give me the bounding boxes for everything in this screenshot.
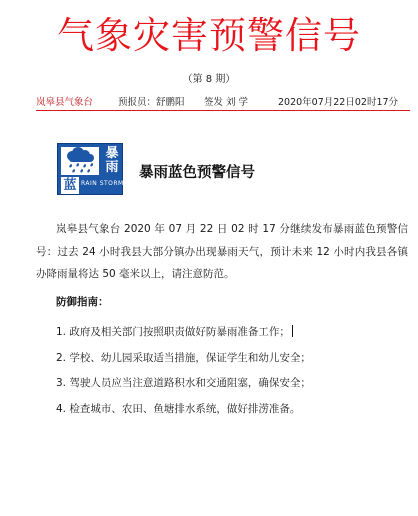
issuer: 签发 刘 学 xyxy=(204,97,249,108)
list-item xyxy=(56,350,396,376)
guide-item-text: 3. 驾驶人员应当注意道路积水和交通阻塞，确保安全； xyxy=(56,377,311,389)
list-item xyxy=(56,375,396,401)
badge-english-label: RAIN STORM xyxy=(81,180,124,187)
badge-char-bao: 暴 xyxy=(105,146,119,161)
issue-number: （第 8 期） xyxy=(182,74,236,85)
rainstorm-cloud-icon xyxy=(61,147,99,175)
list-item xyxy=(56,324,396,350)
rainstorm-blue-signal-badge xyxy=(57,143,123,195)
guide-item-text: 2. 学校、幼儿园采取适当措施，保证学生和幼儿安全； xyxy=(56,351,311,364)
defense-guide-list xyxy=(56,324,396,426)
defense-guide-heading: 防御指南： xyxy=(56,296,109,308)
issue-meta-line xyxy=(36,94,408,108)
document-title: 气象灾害预警信号 xyxy=(57,14,361,57)
guide-item-text: 1. 政府及相关部门按照职责做好防暴雨准备工作； xyxy=(56,326,290,338)
warning-body-paragraph: 岚皋县气象台 2020 年 07 月 22 日 02 时 17 分继续发布暴雨蓝色预警信号：过去 24 小时我县大部分镇办出现暴雨天气，预计未来 12 小时内我县各镇办降雨量将达 50 毫米以上，请注意防范。 xyxy=(36,223,408,280)
badge-level-char: 蓝 xyxy=(61,177,79,194)
forecaster: 预报员：舒鹏阳 xyxy=(118,97,185,108)
badge-char-yu: 雨 xyxy=(105,160,119,175)
list-item xyxy=(56,401,396,427)
header-divider xyxy=(36,110,410,111)
guide-item-text: 4. 检查城市、农田、鱼塘排水系统，做好排涝准备。 xyxy=(56,402,301,415)
signal-title: 暴雨蓝色预警信号 xyxy=(139,165,255,181)
text-cursor xyxy=(292,325,293,337)
issue-time: 2020年07月22日02时17分 xyxy=(278,97,399,108)
station-name: 岚皋县气象台 xyxy=(36,97,94,108)
